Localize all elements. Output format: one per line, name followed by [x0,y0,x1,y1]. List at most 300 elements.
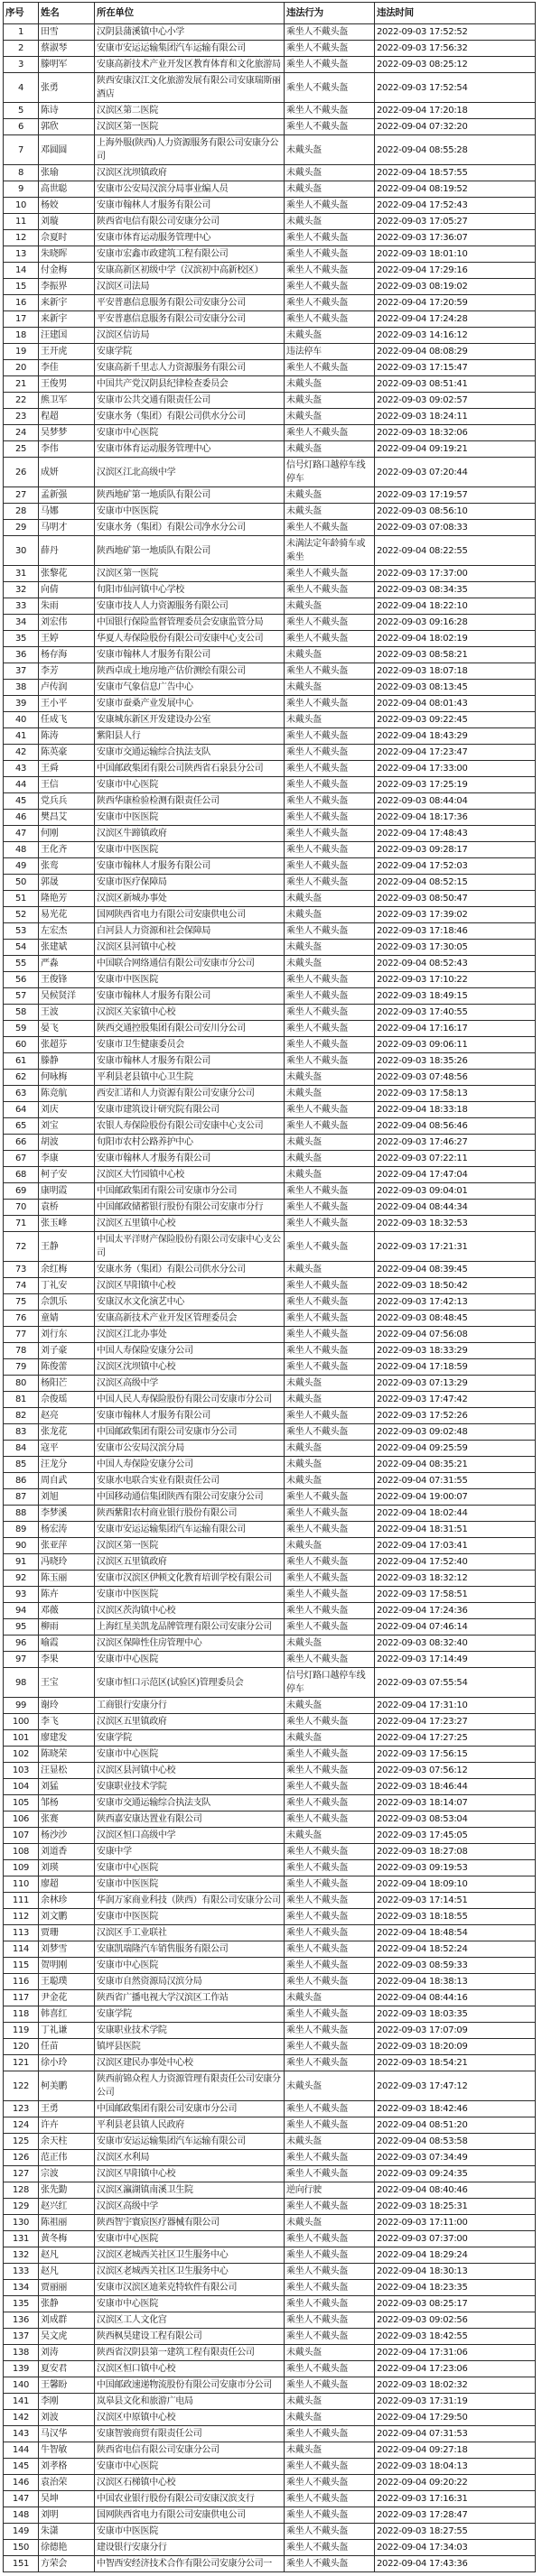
cell-name: 刘道香 [39,1844,95,1860]
cell-time: 2022-09-04 08:35:21 [375,1457,536,1473]
cell-unit: 汉滨区早阳镇中心校 [95,2166,285,2182]
cell-unit: 安康市中心医院 [95,2459,285,2475]
cell-no: 88 [4,1506,39,1522]
cell-unit: 安康市翰林人才服务有限公司 [95,647,285,663]
cell-violation: 乘坐人不戴头盔 [285,826,375,842]
cell-unit: 中国邮政集团有限公司陕西省石泉县分公司 [95,761,285,777]
cell-name: 谢玲 [39,1698,95,1714]
cell-time: 2022-09-04 17:03:41 [375,1538,536,1554]
cell-violation: 未戴头盔 [285,1070,375,1086]
cell-unit: 平安普惠信息服务有限公司安康分公司 [95,311,285,328]
cell-name: 陈竞航 [39,1086,95,1102]
cell-time: 2022-09-04 17:48:43 [375,826,536,842]
cell-unit: 陕西交通控股集团有限公司安川分公司 [95,1021,285,1037]
cell-no: 131 [4,2231,39,2247]
cell-time: 2022-09-03 17:14:49 [375,1652,536,1668]
table-row [4,582,536,598]
cell-unit: 安康市中医医院 [95,504,285,520]
cell-no: 70 [4,1200,39,1216]
cell-violation: 乘坐人不戴头盔 [285,1021,375,1037]
cell-unit: 汉滨区水利局 [95,2150,285,2166]
cell-unit: 安康市公共交通有限责任公司 [95,393,285,409]
table-row [4,1135,536,1151]
table-row [4,2039,536,2055]
cell-no: 121 [4,2055,39,2071]
cell-time: 2022-09-03 17:16:31 [375,2491,536,2507]
cell-unit: 工商银行安康分行 [95,1698,285,1714]
cell-name: 柯美鹏 [39,2071,95,2101]
cell-time: 2022-09-03 08:56:10 [375,504,536,520]
cell-no: 43 [4,761,39,777]
table-row [4,1652,536,1668]
table-row [4,2491,536,2507]
cell-unit: 中国移动通信集团陕西有限公司安康分公司 [95,1489,285,1506]
cell-unit: 汉滨区瀛湖镇南溪卫生院 [95,2182,285,2199]
cell-name: 余红梅 [39,1262,95,1278]
cell-time: 2022-09-03 18:35:26 [375,1053,536,1070]
table-row [4,1730,536,1747]
cell-time: 2022-09-04 17:31:06 [375,2345,536,2361]
cell-unit: 安康市体育运动服务管理中心 [95,441,285,458]
cell-no: 59 [4,1021,39,1037]
cell-no: 81 [4,1392,39,1408]
cell-time: 2022-09-03 18:01:10 [375,246,536,263]
cell-unit: 陕西前锦众程人力资源管理有限责任公司安康分公司 [95,2071,285,2101]
table-row [4,1473,536,1489]
cell-time: 2022-09-03 08:50:47 [375,891,536,907]
table-row [4,663,536,680]
cell-violation: 未戴头盔 [285,165,375,181]
cell-unit: 安康市自然资源局汉滨分局 [95,1974,285,1990]
cell-no: 36 [4,647,39,663]
cell-unit: 汉滨区江北办事处 [95,1327,285,1343]
cell-unit: 汉滨区第一医院 [95,566,285,582]
cell-no: 115 [4,1958,39,1974]
cell-violation: 乘坐人不戴头盔 [285,2556,375,2572]
table-row [4,103,536,119]
cell-violation: 乘坐人不戴头盔 [285,246,375,263]
cell-unit: 安康市中医医院 [95,1587,285,1603]
table-row [4,858,536,875]
cell-unit: 华润万家商业科技（陕西）有限公司安康分公司 [95,1893,285,1909]
cell-time: 2022-09-04 17:29:50 [375,2410,536,2426]
cell-time: 2022-09-03 09:02:56 [375,2312,536,2329]
table-row [4,2361,536,2377]
cell-name: 党兵兵 [39,793,95,810]
cell-unit: 汉滨区恒口镇中心校 [95,2361,285,2377]
cell-time: 2022-09-03 18:18:55 [375,1909,536,1925]
cell-time: 2022-09-03 17:37:00 [375,566,536,582]
cell-unit: 汉滨区中原镇中心校 [95,2410,285,2426]
cell-time: 2022-09-03 18:33:29 [375,1343,536,1359]
cell-name: 张黎花 [39,566,95,582]
table-row [4,2410,536,2426]
cell-time: 2022-09-04 17:23:47 [375,745,536,761]
cell-time: 2022-09-03 17:30:05 [375,940,536,956]
cell-time: 2022-09-04 17:52:03 [375,858,536,875]
table-row [4,1005,536,1021]
cell-no: 40 [4,712,39,728]
cell-unit: 陕西省广播电视大学汉滨区工作站 [95,1990,285,2006]
cell-violation: 乘坐人不戴头盔 [285,1909,375,1925]
cell-name: 袁桥 [39,1200,95,1216]
cell-name: 朱晓晖 [39,246,95,263]
cell-time: 2022-09-03 07:22:11 [375,1151,536,1167]
cell-name: 薛丹 [39,536,95,566]
table-row [4,1441,536,1457]
cell-name: 牛智敏 [39,2442,95,2459]
cell-unit: 汉滨区五里镇政府 [95,1714,285,1730]
cell-violation: 乘坐人不戴头盔 [285,2280,375,2296]
table-row [4,1941,536,1958]
cell-unit: 汉滨区新城办事处 [95,891,285,907]
cell-unit: 安康市汉滨区迪莱克特软件有限公司 [95,2280,285,2296]
table-row [4,2329,536,2345]
cell-no: 16 [4,295,39,311]
table-row [4,441,536,458]
cell-violation: 乘坐人不戴头盔 [285,2296,375,2312]
table-row [4,875,536,891]
cell-time: 2022-09-04 18:48:54 [375,1925,536,1941]
cell-no: 32 [4,582,39,598]
cell-unit: 平安普惠信息服务有限公司安康分公司 [95,295,285,311]
cell-unit: 安康学院 [95,2006,285,2023]
cell-time: 2022-09-04 17:20:59 [375,295,536,311]
cell-name: 张静 [39,2296,95,2312]
cell-name: 刘梦雪 [39,1941,95,1958]
cell-no: 110 [4,1876,39,1893]
table-row [4,1619,536,1635]
cell-name: 付金梅 [39,263,95,279]
cell-no: 149 [4,2524,39,2540]
cell-violation: 乘坐人不戴头盔 [285,1183,375,1200]
cell-name: 刘宝 [39,1118,95,1135]
cell-violation: 乘坐人不戴头盔 [285,1974,375,1990]
cell-name: 刘宏伟 [39,615,95,631]
cell-no: 22 [4,393,39,409]
table-row [4,2312,536,2329]
cell-violation: 乘坐人不戴头盔 [285,1958,375,1974]
cell-name: 来新宇 [39,311,95,328]
table-row [4,2524,536,2540]
cell-no: 52 [4,907,39,923]
cell-no: 147 [4,2491,39,2507]
cell-violation: 未戴头盔 [285,891,375,907]
cell-violation: 乘坐人不戴头盔 [285,1216,375,1232]
table-row [4,826,536,842]
table-row [4,1151,536,1167]
table-row [4,2134,536,2150]
cell-unit: 陕西安康汉江文化旅游发展有限公司安康瑞斯丽酒店 [95,73,285,103]
cell-time: 2022-09-03 18:42:55 [375,2329,536,2345]
column-header-unit: 所在单位 [95,3,285,24]
cell-name: 范正伟 [39,2150,95,2166]
table-row [4,1489,536,1506]
cell-violation: 乘坐人不戴头盔 [285,1118,375,1135]
cell-violation: 未戴头盔 [285,2394,375,2410]
cell-unit: 安康中学 [95,1844,285,1860]
table-row [4,1795,536,1812]
cell-time: 2022-09-04 17:16:17 [375,1021,536,1037]
cell-unit: 安康市体育运动服务管理中心 [95,230,285,246]
cell-no: 11 [4,214,39,230]
table-row [4,647,536,663]
table-row [4,1538,536,1554]
cell-unit: 汉滨区老城西关社区卫生服务中心 [95,2247,285,2264]
cell-name: 佘凯乐 [39,1294,95,1311]
cell-violation: 乘坐人不戴头盔 [285,2247,375,2264]
table-row [4,2296,536,2312]
cell-unit: 汉滨区第一医院 [95,119,285,135]
cell-name: 刘猛 [39,1779,95,1795]
cell-no: 89 [4,1522,39,1538]
cell-violation: 乘坐人不戴头盔 [285,103,375,119]
cell-violation: 乘坐人不戴头盔 [285,2199,375,2215]
cell-time: 2022-09-04 17:31:10 [375,1698,536,1714]
cell-time: 2022-09-03 08:51:41 [375,376,536,393]
cell-violation: 乘坐人不戴头盔 [285,2329,375,2345]
cell-name: 王俊男 [39,376,95,393]
cell-violation: 乘坐人不戴头盔 [285,1603,375,1619]
cell-violation: 乘坐人不戴头盔 [285,73,375,103]
cell-no: 49 [4,858,39,875]
table-row [4,1714,536,1730]
cell-unit: 安康市中医医院 [95,1909,285,1925]
cell-name: 刘瑛 [39,1860,95,1876]
cell-time: 2022-09-04 08:53:58 [375,2134,536,2150]
cell-name: 邓薇 [39,1603,95,1619]
cell-no: 53 [4,923,39,940]
cell-no: 105 [4,1795,39,1812]
cell-unit: 安康城东新区开发建设办公室 [95,712,285,728]
table-row [4,745,536,761]
table-row [4,344,536,360]
cell-time: 2022-09-03 17:56:15 [375,1747,536,1763]
cell-violation: 乘坐人不戴头盔 [285,875,375,891]
cell-time: 2022-09-04 17:34:03 [375,2540,536,2556]
cell-time: 2022-09-04 07:31:53 [375,2426,536,2442]
cell-no: 56 [4,972,39,988]
cell-violation: 乘坐人不戴头盔 [285,2166,375,2182]
cell-violation: 乘坐人不戴头盔 [285,761,375,777]
table-row [4,2166,536,2182]
cell-no: 143 [4,2426,39,2442]
cell-violation: 乘坐人不戴头盔 [285,1587,375,1603]
cell-no: 145 [4,2459,39,2475]
cell-name: 刘涛 [39,2345,95,2361]
cell-no: 128 [4,2182,39,2199]
table-row [4,1457,536,1473]
cell-name: 丁礼谦 [39,2023,95,2039]
table-row [4,988,536,1005]
table-row [4,393,536,409]
table-row [4,2023,536,2039]
cell-time: 2022-09-03 17:28:47 [375,2507,536,2524]
cell-time: 2022-09-03 08:53:04 [375,1812,536,1828]
cell-name: 张龙花 [39,1424,95,1441]
cell-unit: 安康凯瑞隆汽车销售服务有限公司 [95,1941,285,1958]
cell-name: 陈晓荣 [39,1747,95,1763]
cell-name: 左宏杰 [39,923,95,940]
cell-time: 2022-09-04 08:44:34 [375,1200,536,1216]
cell-unit: 汉滨区恒口高级中学 [95,1828,285,1844]
cell-violation: 乘坐人不戴头盔 [285,2055,375,2071]
cell-unit: 汉滨区茨沟镇中心校 [95,1603,285,1619]
cell-unit: 安康高新技术产业开发区管理委员会 [95,1311,285,1327]
cell-name: 贺明刚 [39,1958,95,1974]
cell-name: 李佳 [39,360,95,376]
table-row [4,2247,536,2264]
cell-violation: 乘坐人不戴头盔 [285,566,375,582]
table-row [4,1118,536,1135]
cell-violation: 乘坐人不戴头盔 [285,842,375,858]
cell-name: 朱潇 [39,2524,95,2540]
cell-violation: 乘坐人不戴头盔 [285,1343,375,1359]
cell-unit: 安康市中心医院 [95,425,285,441]
cell-name: 刘明 [39,2507,95,2524]
cell-no: 46 [4,810,39,826]
cell-name: 赵凡 [39,2247,95,2264]
cell-no: 33 [4,598,39,615]
table-row [4,1893,536,1909]
table-row [4,1990,536,2006]
cell-no: 100 [4,1714,39,1730]
column-header-violation: 违法行为 [285,3,375,24]
cell-name: 熊卫军 [39,393,95,409]
cell-violation: 乘坐人不戴头盔 [285,1779,375,1795]
cell-unit: 安康市安运运输集团汽车运输有限公司 [95,2134,285,2150]
cell-time: 2022-09-04 09:19:21 [375,441,536,458]
cell-no: 82 [4,1408,39,1424]
cell-violation: 未戴头盔 [285,1635,375,1652]
table-row [4,1554,536,1571]
cell-no: 103 [4,1763,39,1779]
cell-no: 130 [4,2215,39,2231]
cell-no: 62 [4,1070,39,1086]
table-row [4,631,536,647]
cell-no: 101 [4,1730,39,1747]
cell-time: 2022-09-03 09:16:28 [375,615,536,631]
cell-time: 2022-09-03 17:58:13 [375,1086,536,1102]
table-row [4,360,536,376]
cell-no: 61 [4,1053,39,1070]
table-row [4,24,536,41]
cell-unit: 汉阴县蒲溪镇中心小学 [95,24,285,41]
cell-time: 2022-09-04 08:52:15 [375,875,536,891]
cell-violation: 乘坐人不戴头盔 [285,1424,375,1441]
cell-time: 2022-09-04 07:32:20 [375,119,536,135]
cell-time: 2022-09-03 18:50:42 [375,1278,536,1294]
cell-no: 6 [4,119,39,135]
table-row [4,2345,536,2361]
cell-unit: 陕西省电信有限公司安康分公司 [95,214,285,230]
cell-unit: 中国共产党汉阴县纪律检查委员会 [95,376,285,393]
table-row [4,2182,536,2199]
table-row [4,2101,536,2117]
cell-name: 滕明军 [39,57,95,73]
cell-unit: 安康智骏商贸有限责任公司 [95,2426,285,2442]
table-row [4,1522,536,1538]
cell-violation: 乘坐人不戴头盔 [285,615,375,631]
table-row [4,1635,536,1652]
cell-no: 69 [4,1183,39,1200]
cell-time: 2022-09-03 17:14:51 [375,1893,536,1909]
cell-unit: 安康市中医医院 [95,972,285,988]
cell-time: 2022-09-04 18:31:51 [375,1522,536,1538]
table-row [4,1876,536,1893]
cell-unit: 汉滨区高级中学 [95,2199,285,2215]
cell-violation: 乘坐人不戴头盔 [285,425,375,441]
cell-no: 93 [4,1587,39,1603]
cell-unit: 安康市安运运输集团汽车运输有限公司 [95,41,285,57]
cell-no: 67 [4,1151,39,1167]
cell-unit: 安康市汉滨区伊顿文化教育培训学校有限公司 [95,1571,285,1587]
cell-no: 114 [4,1941,39,1958]
cell-violation: 乘坐人不戴头盔 [285,1408,375,1424]
cell-time: 2022-09-04 17:18:59 [375,1359,536,1376]
cell-violation: 未戴头盔 [285,1392,375,1408]
cell-time: 2022-09-03 17:45:05 [375,1828,536,1844]
cell-no: 104 [4,1779,39,1795]
cell-name: 李伟 [39,441,95,458]
cell-name: 王勇 [39,2101,95,2117]
cell-no: 68 [4,1167,39,1183]
cell-violation: 未戴头盔 [285,328,375,344]
cell-time: 2022-09-03 17:19:57 [375,487,536,504]
cell-time: 2022-09-04 18:33:18 [375,1102,536,1118]
table-row [4,1392,536,1408]
cell-name: 赵兴红 [39,2199,95,2215]
cell-unit: 汉滨区石梯镇中心校 [95,2475,285,2491]
cell-violation: 乘坐人不戴头盔 [285,972,375,988]
cell-violation: 乘坐人不戴头盔 [285,1893,375,1909]
cell-time: 2022-09-03 17:47:42 [375,1392,536,1408]
cell-unit: 汉滨区江北高级中学 [95,458,285,487]
cell-violation: 未戴头盔 [285,1457,375,1473]
cell-no: 18 [4,328,39,344]
cell-violation: 乘坐人不戴头盔 [285,1294,375,1311]
table-row [4,891,536,907]
cell-violation: 乘坐人不戴头盔 [285,263,375,279]
cell-violation: 未戴头盔 [285,680,375,696]
table-row [4,2150,536,2166]
cell-no: 48 [4,842,39,858]
cell-time: 2022-09-04 08:52:43 [375,956,536,972]
cell-name: 陈卉 [39,1587,95,1603]
cell-time: 2022-09-03 09:28:17 [375,842,536,858]
cell-time: 2022-09-03 17:39:02 [375,907,536,923]
cell-name: 陈涛 [39,728,95,745]
cell-name: 廖超 [39,1876,95,1893]
cell-time: 2022-09-04 09:27:18 [375,2442,536,2459]
cell-violation: 未戴头盔 [285,2410,375,2426]
table-row [4,1086,536,1102]
cell-time: 2022-09-03 17:18:46 [375,923,536,940]
table-row [4,1668,536,1698]
cell-time: 2022-09-03 08:59:33 [375,1958,536,1974]
cell-unit: 陕西智宇寰宸医疗器械有限公司 [95,2215,285,2231]
cell-unit: 中国邮政集团有限公司安康市分公司 [95,1183,285,1200]
cell-violation: 乘坐人不戴头盔 [285,663,375,680]
cell-time: 2022-09-04 08:19:52 [375,181,536,198]
cell-violation: 未戴头盔 [285,135,375,165]
cell-violation: 乘坐人不戴头盔 [285,2312,375,2329]
table-row [4,761,536,777]
cell-name: 向倩 [39,582,95,598]
cell-time: 2022-09-03 08:13:45 [375,680,536,696]
cell-time: 2022-09-04 18:29:24 [375,2247,536,2264]
cell-name: 隆艳芳 [39,891,95,907]
